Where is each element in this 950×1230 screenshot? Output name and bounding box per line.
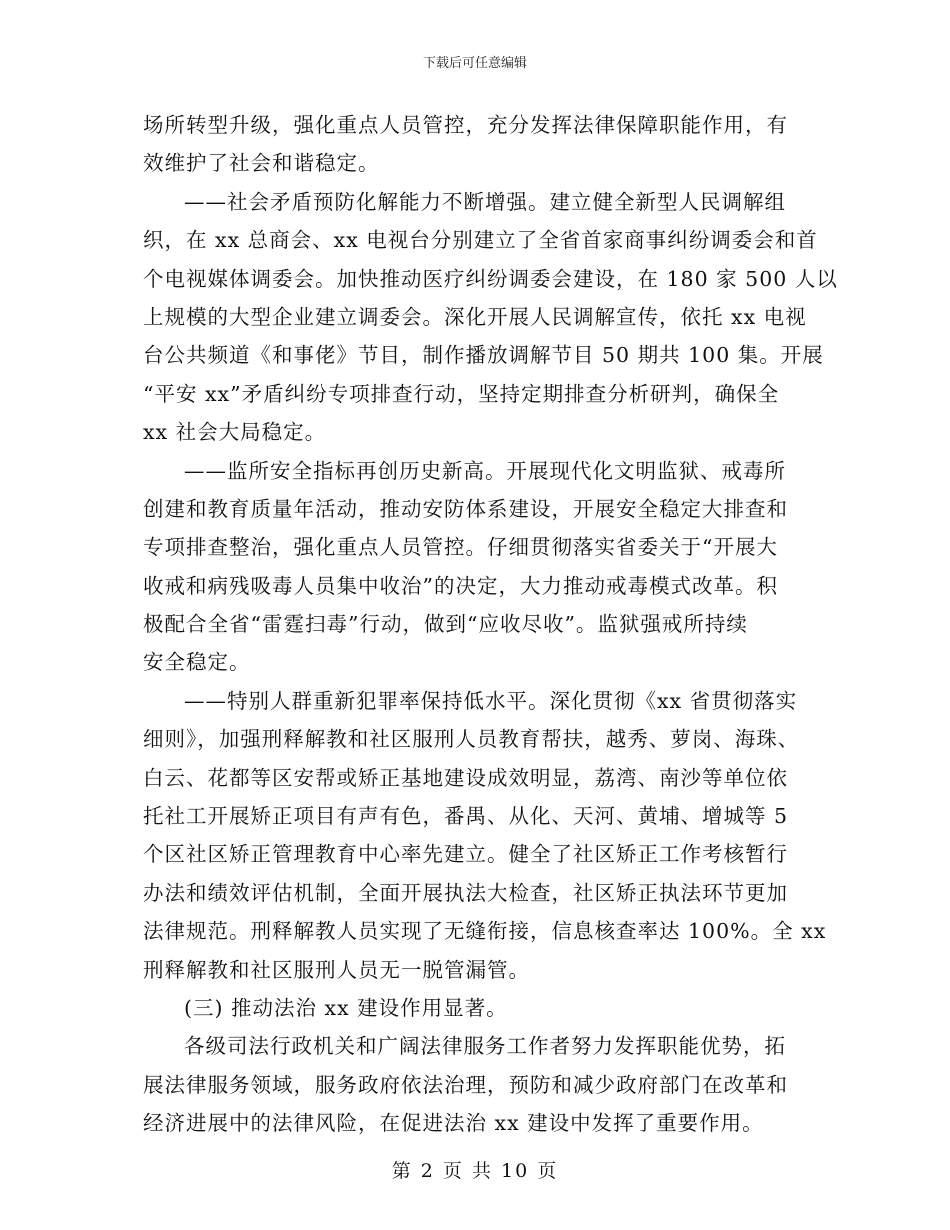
text-line: 个区社区矫正管理教育中心率先建立。健全了社区矫正工作考核暂行 [143,842,788,867]
text-line: 法律规范。刑释解教人员实现了无缝衔接，信息核查率达 100%。全 xx [143,919,827,944]
section-heading: (三) 推动法治 xx 建设作用显著。 [184,995,508,1020]
text-line: ——监所安全指标再创历史新高。开展现代化文明监狱、戒毒所 [184,458,786,483]
text-line: 极配合全省“雷霆扫毒”行动，做到“应收尽收”。监狱强戒所持续 [143,612,748,637]
text-line: 上规模的大型企业建立调委会。深化开展人民调解宣传，依托 xx 电视 [143,304,807,329]
text-line: 细则》，加强刑释解教和社区服刑人员教育帮扶，越秀、萝岗、海珠、 [143,727,800,752]
text-line: 办法和绩效评估机制，全面开展执法大检查，社区矫正执法环节更加 [143,880,788,905]
page-number-footer: 第 2 页 共 10 页 [391,1160,559,1182]
text-line: 效维护了社会和谐稳定。 [143,151,380,176]
text-line: 展法律服务领域，服务政府依法治理，预防和减少政府部门在改革和 [143,1072,788,1097]
text-line: 收戒和病残吸毒人员集中收治”的决定，大力推动戒毒模式改革。积 [143,573,778,598]
text-line: 各级司法行政机关和广阔法律服务工作者努力发挥职能优势，拓 [184,1034,786,1059]
text-line: 台公共频道《和事佬》节目，制作播放调解节目 50 期共 100 集。开展 [143,343,824,368]
text-line: 刑释解教和社区服刑人员无一脱管漏管。 [143,957,530,982]
page-header: 下载后可任意编辑 [422,56,527,71]
text-line: 个电视媒体调委会。加快推动医疗纠纷调委会建设，在 180 家 500 人以 [143,266,838,291]
text-line: xx 社会大局稳定。 [143,420,327,445]
text-line: ——社会矛盾预防化解能力不断增强。建立健全新型人民调解组 [184,189,786,214]
text-line: 场所转型升级，强化重点人员管控，充分发挥法律保障职能作用，有 [143,113,788,137]
text-line: 织，在 xx 总商会、xx 电视台分别建立了全省首家商事纠纷调委会和首 [143,228,818,253]
text-line: ——特别人群重新犯罪率保持低水平。深化贯彻《xx 省贯彻落实 [184,688,798,713]
text-line: 安全稳定。 [143,650,251,675]
text-line: 白云、花都等区安帮或矫正基地建设成效明显，荔湾、南沙等单位依 [143,765,788,790]
text-line: “平安 xx”矛盾纠纷专项排查行动，坚持定期排查分析研判，确保全 [143,381,780,406]
text-line: 托社工开展矫正项目有声有色，番禺、从化、天河、黄埔、增城等 5 [143,804,789,829]
text-line: 经济进展中的法律风险，在促进法治 xx 建设中发挥了重要作用。 [143,1111,764,1136]
document-body [143,106,838,1143]
text-line: 创建和教育质量年活动，推动安防体系建设，开展安全稳定大排查和 [143,496,788,521]
text-line: 专项排查整治，强化重点人员管控。仔细贯彻落实省委关于“开展大 [143,535,778,560]
